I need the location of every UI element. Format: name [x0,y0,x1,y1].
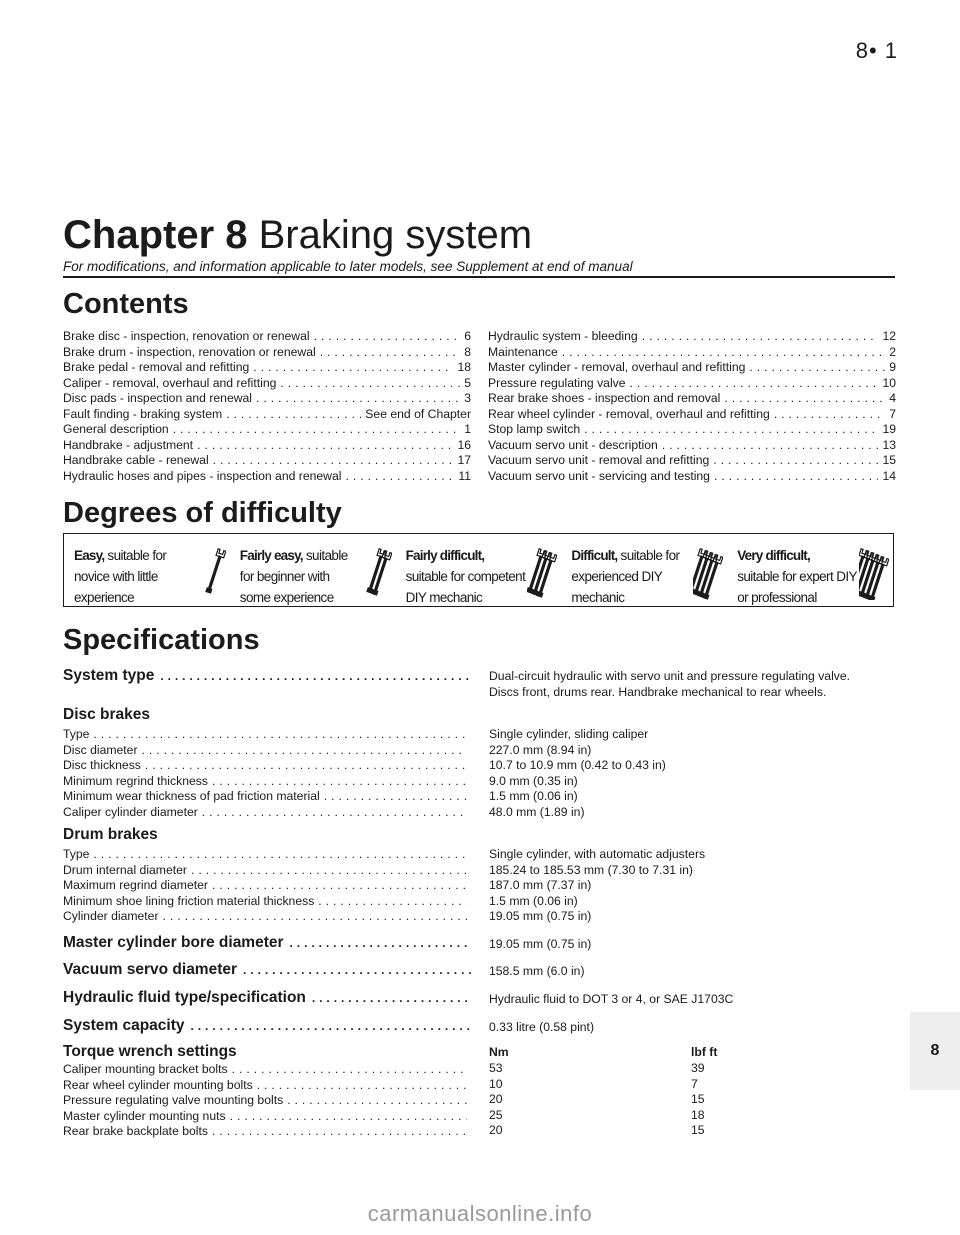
toc-entry[interactable] [488,391,896,407]
torque-col-nm: Nm [489,1045,509,1059]
difficulty-level-very-difficult: Very difficult, suitable for expert DIY or professional [727,534,893,606]
toc-entry[interactable] [63,407,471,423]
toc-entry-title: Brake drum - inspection, renovation or renewal [63,344,316,359]
spec-value: Discs front, drums rear. Handbrake mechanical to rear wheels. [489,684,827,699]
toc-entry-page: 11 [458,468,471,483]
spec-vacuum-servo [63,960,893,982]
difficulty-level-fairly-difficult: Fairly difficult, suitable for competent DIY mechanic [396,534,562,606]
drum-brakes-heading: Drum brakes [63,826,158,843]
torque-label: Rear brake backplate bolts [63,1124,208,1138]
spec-label: Disc thickness [63,758,141,772]
chapter-subtitle: For modifications, and information applicable to later models, see Supplement at end of manual [63,259,633,274]
toc-entry-page: 19 [882,422,896,436]
spec-value: 19.05 mm (0.75 in) [489,937,592,951]
toc-entry-title: Vacuum servo unit - removal and refitting [488,453,710,467]
torque-label: Master cylinder mounting nuts [63,1108,226,1123]
toc-entry[interactable] [488,422,896,438]
torque-label: Caliper mounting bracket bolts [63,1062,228,1076]
toc-entry-title: Handbrake cable - renewal [63,453,209,467]
toc-entry-title: Hydraulic hoses and pipes - inspection and renewal [63,468,342,483]
toc-entry-page: 13 [882,437,896,452]
spec-system-type [63,666,893,700]
difficulty-table [63,533,894,607]
torque-settings-table [63,1042,893,1140]
toc-entry-page: 17 [457,453,471,467]
toc-entry[interactable] [488,376,896,392]
spec-label: Hydraulic fluid type/specification [63,989,306,1006]
spec-value: 10.7 to 10.9 mm (0.42 to 0.43 in) [489,758,666,772]
spec-label: Drum internal diameter [63,862,187,877]
spec-value: 187.0 mm (7.37 in) [489,878,592,892]
toc-entry-page: 1 [464,422,471,436]
disc-brakes-table [63,727,893,822]
toc-entry-title: Brake disc - inspection, renovation or renewal [63,329,310,343]
spec-label: Minimum wear thickness of pad friction material [63,789,320,803]
specifications-heading: Specifications [63,624,260,656]
spec-label: System capacity [63,1017,185,1034]
spec-value: 227.0 mm (8.94 in) [489,742,592,757]
wrench-rating-icon [859,544,889,600]
toc-entry-page: 18 [457,360,471,374]
spec-hydraulic-fluid [63,988,893,1010]
toc-entry[interactable] [63,345,471,361]
toc-entry[interactable] [488,407,896,423]
toc-entry-page: 3 [464,391,471,405]
wrench-rating-icon [693,544,723,600]
spec-label: Maximum regrind diameter [63,878,208,892]
chapter-number: Chapter 8 [63,213,248,257]
toc-entry-page: 8 [464,344,471,359]
spec-system-capacity [63,1016,893,1038]
difficulty-level-difficult: Difficult, suitable for experienced DIY mechanic [561,534,727,606]
toc-entry[interactable] [488,345,896,361]
toc-entry-title: Rear brake shoes - inspection and removal [488,391,721,405]
toc-entry[interactable] [63,329,471,345]
toc-entry[interactable] [63,376,471,392]
spec-value: 19.05 mm (0.75 in) [489,909,592,923]
toc-entry-page: See end of Chapter [365,406,471,421]
spec-label: Caliper cylinder diameter [63,804,198,819]
chapter-tab: 8 [910,1012,960,1090]
torque-row: 25 18 [489,1107,705,1122]
chapter-name: Braking system [258,213,533,257]
toc-entry[interactable] [63,360,471,376]
spec-value: 9.0 mm (0.35 in) [489,773,578,788]
toc-entry-title: Pressure regulating valve [488,375,626,390]
spec-label: Master cylinder bore diameter [63,934,284,951]
difficulty-heading: Degrees of difficulty [63,497,342,529]
toc-entry[interactable] [488,453,896,469]
toc-entry-page: 4 [889,391,896,405]
toc-entry-page: 16 [457,437,471,452]
toc-entry[interactable] [488,329,896,345]
spec-value: Hydraulic fluid to DOT 3 or 4, or SAE J1703C [489,992,734,1006]
toc-entry-page: 12 [882,329,896,343]
toc-entry[interactable] [63,438,471,454]
torque-row: 20 15 [489,1123,705,1137]
toc-entry[interactable] [63,422,471,438]
toc-entry-title: Hydraulic system - bleeding [488,329,638,343]
toc-entry[interactable] [63,453,471,469]
torque-row: 20 15 [489,1092,705,1106]
toc-entry-page: 5 [464,375,471,390]
wrench-icon [204,549,226,594]
difficulty-level-fairly-easy: Fairly easy, suitable for beginner with some experience [230,534,396,606]
torque-label: Rear wheel cylinder mounting bolts [63,1077,253,1092]
spec-value: 0.33 litre (0.58 pint) [489,1020,595,1034]
disc-brakes-heading: Disc brakes [63,706,151,723]
spec-value: 48.0 mm (1.89 in) [489,804,585,819]
toc-entry-title: Stop lamp switch [488,422,581,436]
toc-entry-title: Handbrake - adjustment [63,437,194,452]
torque-heading: Torque wrench settings [63,1043,237,1060]
spec-label: Minimum shoe lining friction material thickness [63,893,315,908]
spec-value: 1.5 mm (0.06 in) [489,789,578,803]
wrench-rating-icon [527,544,557,600]
toc-entry-title: Vacuum servo unit - description [488,437,658,452]
spec-value: 185.24 to 185.53 mm (7.30 to 7.31 in) [489,862,693,877]
page-number: 8• 1 [855,38,898,63]
toc-entry-title: Caliper - removal, overhaul and refitting [63,375,277,390]
toc-entry-page: 9 [889,360,896,374]
torque-row: 10 7 [489,1076,698,1091]
watermark: carmanualsonline.info [367,1201,593,1226]
torque-row: 53 39 [489,1061,705,1075]
torque-label: Pressure regulating valve mounting bolts [63,1093,284,1107]
torque-col-lbf: lbf ft [691,1045,718,1059]
wrench-rating-icon [196,544,226,600]
spec-value: 158.5 mm (6.0 in) [489,964,585,978]
toc-entry-page: 15 [882,453,896,467]
spec-value: Single cylinder, with automatic adjusters [489,847,706,861]
spec-label: Type [63,727,90,741]
toc-entry-page: 14 [882,468,896,483]
spec-label: Cylinder diameter [63,909,159,923]
toc-entry[interactable] [488,438,896,454]
spec-master-cylinder [63,933,893,955]
toc-entry-title: Master cylinder - removal, overhaul and refitting [488,360,746,374]
toc-entry[interactable] [488,360,896,376]
wrench-rating-icon [362,544,392,600]
toc-entry-title: Brake pedal - removal and refitting [63,360,250,374]
spec-value: Dual-circuit hydraulic with servo unit and pressure regulating valve. [489,669,851,683]
spec-value: Single cylinder, sliding caliper [489,727,649,741]
toc-entry-title: Rear wheel cylinder - removal, overhaul and refitting [488,406,770,421]
toc-entry-title: Fault finding - braking system [63,406,223,421]
toc-entry-title: Disc pads - inspection and renewal [63,391,253,405]
toc-entry-title: Vacuum servo unit - servicing and testing [488,468,710,483]
spec-value: 1.5 mm (0.06 in) [489,893,578,908]
toc-entry-page: 7 [889,406,896,421]
spec-label: Type [63,847,90,861]
chapter-title [63,212,532,258]
difficulty-level-easy: Easy, suitable for novice with little experience [64,534,230,606]
toc-entry-title: Maintenance [488,344,558,359]
spec-label: Disc diameter [63,742,138,757]
toc-entry-page: 10 [882,375,896,390]
spec-label: Vacuum servo diameter [63,961,238,978]
toc-entry-title: General description [63,422,169,436]
spec-label: System type [63,667,155,684]
title-divider [63,276,895,278]
spec-label: Minimum regrind thickness [63,773,208,788]
contents-left-column [63,329,471,484]
toc-entry[interactable] [63,469,471,485]
drum-brakes-table [63,847,893,927]
toc-entry[interactable] [488,469,896,485]
contents-heading: Contents [63,288,189,320]
toc-entry[interactable] [63,391,471,407]
toc-entry-page: 2 [889,344,896,359]
toc-entry-page: 6 [464,329,471,343]
contents-right-column [488,329,896,484]
